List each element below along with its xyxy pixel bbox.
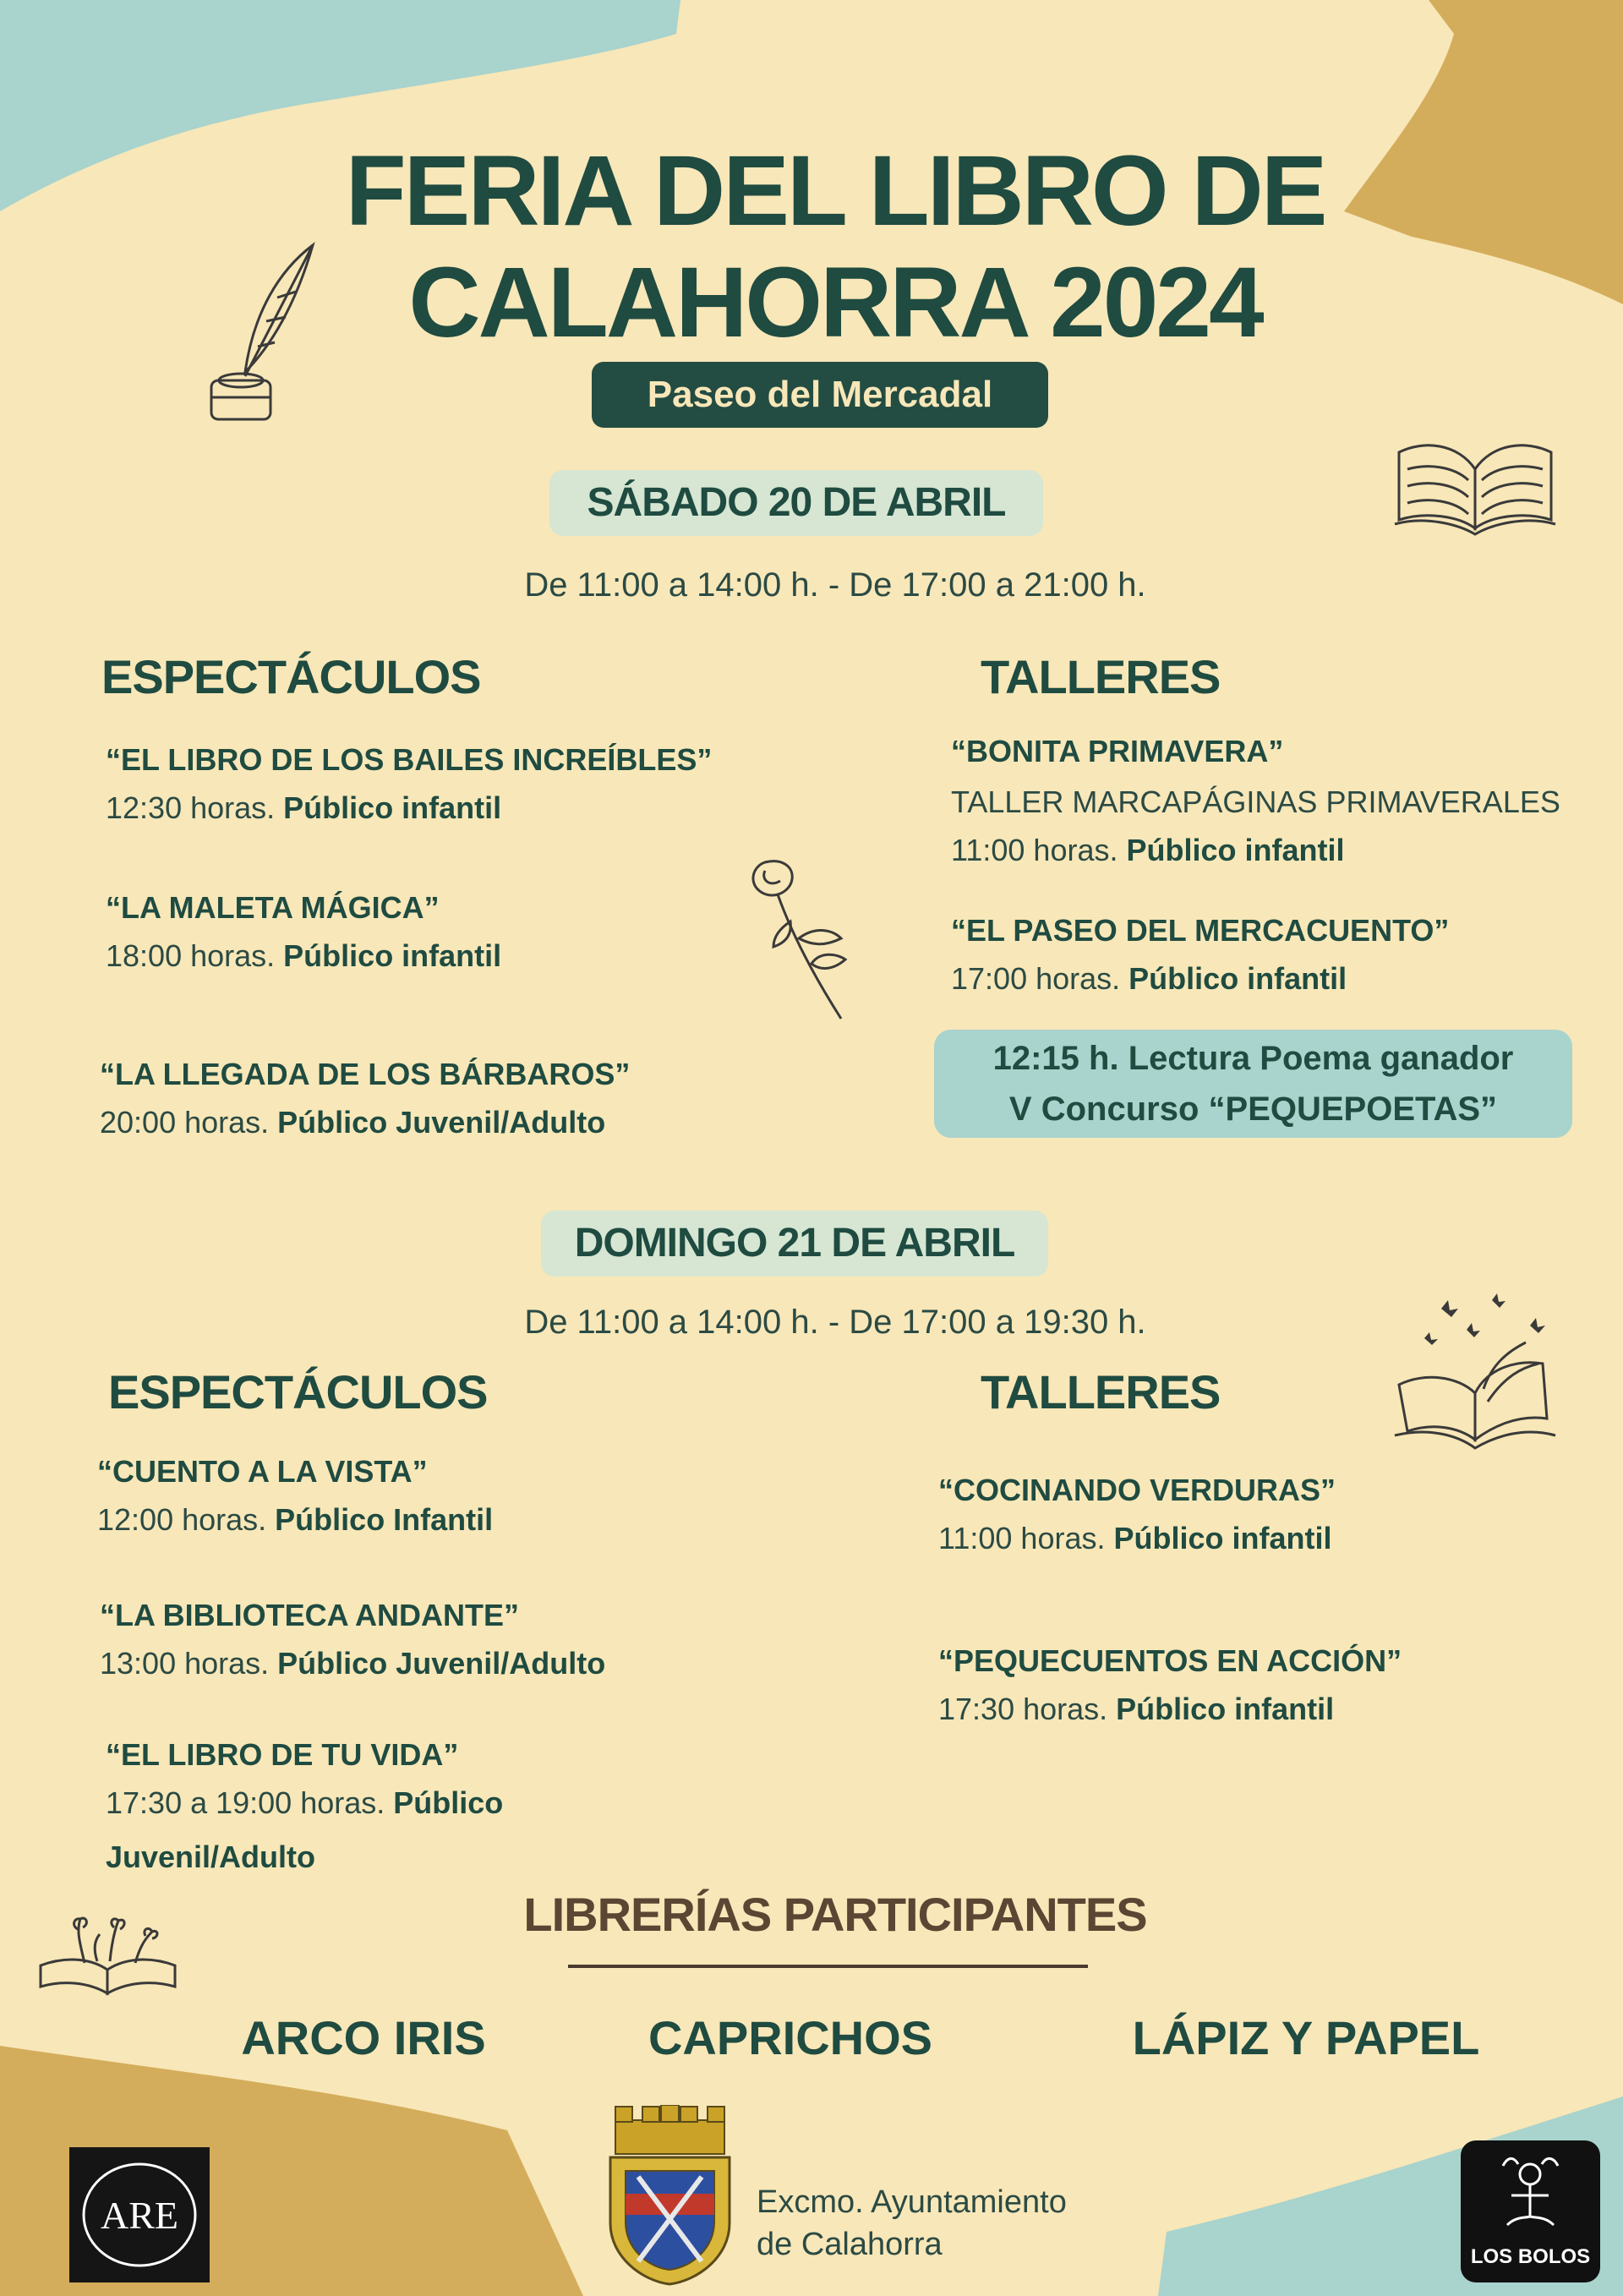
show-title: “LA LLEGADA DE LOS BÁRBAROS” [100, 1057, 631, 1091]
los-bolos-logo [1461, 2140, 1600, 2282]
sunday-workshop-1 [938, 1473, 1336, 1557]
workshop-audience: Público infantil [1113, 1521, 1332, 1555]
saturday-hours: De 11:00 a 14:00 h. - De 17:00 a 21:00 h. [524, 566, 1146, 604]
workshop-time: 11:00 horas. [938, 1521, 1106, 1555]
saturday-show-3 [100, 1057, 630, 1141]
sunday-workshop-2 [938, 1643, 1402, 1728]
show-time: 12:30 horas. [106, 790, 276, 825]
venue-badge: Paseo del Mercadal [592, 362, 1048, 428]
bookstore-1: ARCO IRIS [241, 2011, 486, 2064]
bookstore-2: CAPRICHOS [648, 2011, 933, 2064]
title-line-1: FERIA DEL LIBRO DE [345, 135, 1325, 247]
ayuntamiento-line-2: de Calahorra [757, 2227, 943, 2262]
sunday-date-badge: DOMINGO 21 DE ABRIL [541, 1211, 1048, 1276]
saturday-workshops-heading: TALLERES [981, 650, 1221, 703]
workshop-title: “EL PASEO DEL MERCACUENTO” [951, 913, 1450, 948]
sunday-show-3 [106, 1737, 503, 1876]
coat-of-arms-icon [600, 2105, 740, 2287]
title-line-2: CALAHORRA 2024 [408, 247, 1262, 358]
rose-icon [740, 854, 854, 1023]
show-audience-line-2 [106, 1839, 503, 1876]
workshop-time-line [938, 1691, 1402, 1728]
ayuntamiento-text [757, 2181, 1067, 2266]
poem-reading-highlight [934, 1030, 1572, 1138]
bookstores-divider [568, 1965, 1088, 1968]
show-audience: Público Infantil [275, 1502, 494, 1537]
saturday-shows-heading: ESPECTÁCULOS [101, 650, 481, 703]
show-audience: Público infantil [283, 790, 502, 825]
show-time-line [106, 938, 501, 975]
bookstore-3: LÁPIZ Y PAPEL [1132, 2011, 1480, 2064]
show-time-line [106, 790, 712, 827]
workshop-audience: Público infantil [1116, 1692, 1335, 1726]
show-audience-1: Público [393, 1785, 504, 1820]
show-time: 17:30 a 19:00 horas. [106, 1785, 385, 1820]
reading-line-1: 12:15 h. Lectura Poema ganador [992, 1040, 1514, 1077]
show-audience: Público infantil [283, 938, 502, 973]
workshop-time-line [951, 960, 1449, 998]
show-time-line [100, 1645, 605, 1682]
workshop-time-line [938, 1520, 1336, 1557]
show-time: 18:00 horas. [106, 938, 276, 973]
workshop-title: “PEQUECUENTOS EN ACCIÓN” [938, 1643, 1402, 1678]
book-butterflies-icon [1391, 1292, 1560, 1457]
sunday-show-1 [97, 1454, 493, 1539]
workshop-title: “BONITA PRIMAVERA” [951, 734, 1284, 768]
show-audience: Público Juvenil/Adulto [277, 1105, 606, 1140]
show-time-line [106, 1785, 503, 1822]
saturday-show-2 [106, 890, 501, 975]
workshop-audience: Público infantil [1126, 833, 1345, 867]
los-bolos-label: LOS BOLOS [1470, 2245, 1591, 2268]
sunday-shows-heading: ESPECTÁCULOS [108, 1365, 488, 1419]
show-time: 13:00 horas. [100, 1646, 270, 1681]
show-time-line [97, 1501, 493, 1539]
show-title: “LA MALETA MÁGICA” [106, 890, 440, 925]
show-time: 12:00 horas. [97, 1502, 267, 1537]
sunday-show-2 [100, 1598, 605, 1682]
saturday-date-badge: SÁBADO 20 DE ABRIL [549, 470, 1043, 536]
workshop-time: 17:00 horas. [951, 961, 1121, 996]
workshop-title: “COCINANDO VERDURAS” [938, 1473, 1336, 1507]
quill-inkwell-icon [194, 237, 330, 431]
saturday-workshop-1 [951, 734, 1560, 869]
sunday-hours: De 11:00 a 14:00 h. - De 17:00 a 19:30 h. [524, 1304, 1146, 1341]
show-time: 20:00 horas. [100, 1105, 270, 1140]
sunday-workshops-heading: TALLERES [981, 1365, 1221, 1419]
workshop-time: 11:00 horas. [951, 833, 1118, 867]
are-logo-text: ARE [101, 2194, 178, 2237]
workshop-audience: Público infantil [1128, 961, 1347, 996]
saturday-show-1 [106, 742, 712, 827]
workshop-subtitle: TALLER MARCAPÁGINAS PRIMAVERALES [951, 784, 1560, 819]
show-title: “CUENTO A LA VISTA” [97, 1454, 428, 1489]
are-logo [69, 2147, 210, 2282]
show-title: “EL LIBRO DE LOS BAILES INCREÍBLES” [106, 742, 713, 777]
ayuntamiento-line-1: Excmo. Ayuntamiento [757, 2184, 1067, 2220]
saturday-workshop-2 [951, 913, 1449, 998]
show-time-line [100, 1104, 630, 1141]
show-audience: Público Juvenil/Adulto [277, 1646, 606, 1681]
show-title: “EL LIBRO DE TU VIDA” [106, 1737, 459, 1772]
bookstores-heading: LIBRERÍAS PARTICIPANTES [523, 1888, 1147, 1941]
workshop-time: 17:30 horas. [938, 1692, 1108, 1726]
show-audience-2: Juvenil/Adulto [106, 1840, 316, 1874]
los-bolos-mark [1461, 2140, 1600, 2242]
open-book-icon [1391, 431, 1560, 537]
are-logo-mark [69, 2147, 210, 2282]
workshop-time-line [951, 832, 1560, 869]
reading-line-2: V Concurso “PEQUEPOETAS” [1008, 1091, 1498, 1128]
show-title: “LA BIBLIOTECA ANDANTE” [100, 1598, 519, 1632]
